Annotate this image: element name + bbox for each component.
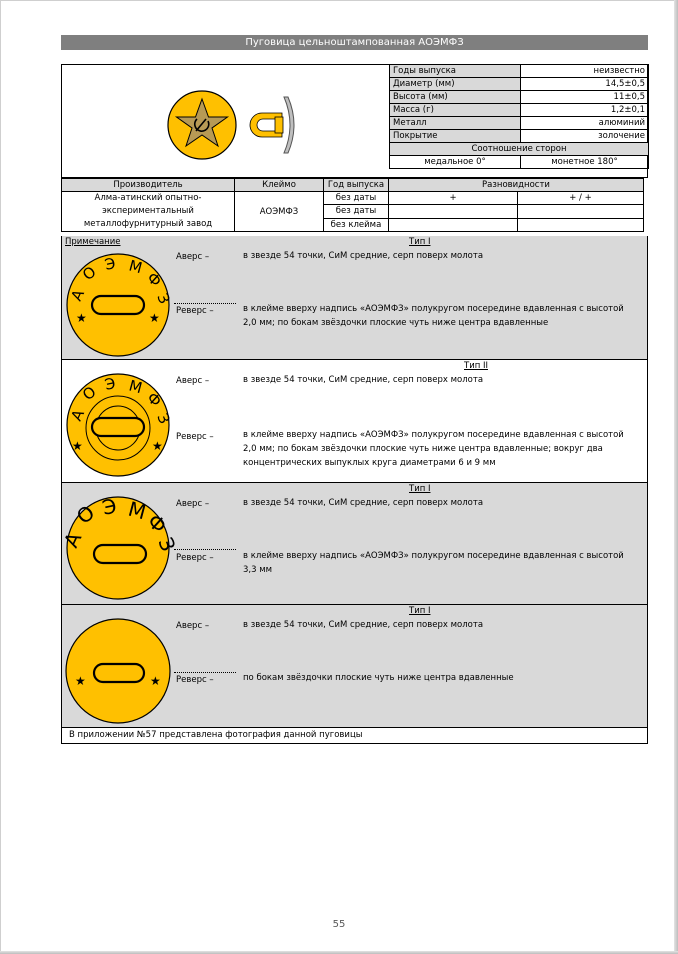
property-row bbox=[390, 130, 649, 143]
revers-label: Реверс – bbox=[176, 675, 214, 685]
variant-cell: + bbox=[389, 192, 518, 205]
property-value: алюминий bbox=[521, 117, 649, 130]
ratio-coin: монетное 180° bbox=[521, 156, 649, 169]
coin-letter: О bbox=[71, 500, 100, 529]
property-value: неизвестно bbox=[521, 65, 649, 78]
variant-cell: + / + bbox=[518, 192, 644, 205]
maker-table bbox=[61, 178, 644, 232]
property-row bbox=[390, 78, 649, 91]
property-value: 11±0,5 bbox=[521, 91, 649, 104]
header-year: Год выпуска bbox=[324, 179, 389, 192]
properties-table bbox=[389, 64, 649, 169]
coin-letter: З bbox=[153, 290, 174, 307]
small-star-icon: ★ bbox=[72, 439, 83, 453]
header-mark: Клеймо bbox=[235, 179, 324, 192]
small-star-icon: ★ bbox=[150, 674, 161, 688]
coin-letter: М bbox=[125, 496, 149, 525]
page-number: 55 bbox=[332, 919, 346, 930]
note-label: Примечание bbox=[65, 237, 121, 247]
coin-letter: Э bbox=[100, 493, 119, 520]
property-key: Металл bbox=[390, 117, 521, 130]
dotted-line bbox=[174, 549, 236, 550]
ratio-medal: медальное 0° bbox=[390, 156, 521, 169]
reverse-coin-image bbox=[64, 372, 174, 478]
property-key: Годы выпуска bbox=[390, 65, 521, 78]
variant-cell bbox=[518, 205, 644, 218]
notes-sections bbox=[58, 236, 648, 744]
year-value: без даты bbox=[324, 205, 389, 218]
coin-letter: Э bbox=[103, 254, 118, 274]
dotted-line bbox=[174, 303, 236, 304]
reverse-coin-image bbox=[64, 252, 174, 358]
type-label: Тип I bbox=[409, 484, 431, 494]
coin-letter: Ф bbox=[142, 508, 172, 539]
maker-name: Алма-атинский опытно-экспериментальный металлофурнитурный завод bbox=[62, 192, 235, 232]
property-row bbox=[390, 65, 649, 78]
type-section bbox=[58, 483, 647, 605]
button-front-and-profile-image bbox=[162, 85, 322, 165]
reverse-coin-image bbox=[58, 493, 181, 601]
year-value: без даты bbox=[324, 192, 389, 205]
coin-face-icon bbox=[66, 619, 170, 723]
property-row bbox=[390, 104, 649, 117]
type-section bbox=[62, 236, 647, 360]
revers-description: по бокам звёздочки плоские чуть ниже центра вдавленные bbox=[243, 673, 514, 683]
property-key: Диаметр (мм) bbox=[390, 78, 521, 91]
property-value: 14,5±0,5 bbox=[521, 78, 649, 91]
type-section bbox=[62, 605, 647, 728]
revers-description: в клейме вверху надпись «АОЭМФЗ» полукругом посередине вдавленная с высотой 3,3 мм bbox=[243, 551, 624, 575]
loop-slot-icon bbox=[92, 418, 144, 436]
type-label: Тип II bbox=[464, 361, 488, 371]
property-value: золочение bbox=[521, 130, 649, 143]
coin-letter: Ф bbox=[143, 268, 165, 291]
year-value: без клейма bbox=[324, 218, 389, 231]
coin-letter: О bbox=[79, 382, 100, 405]
page-title: Пуговица цельноштампованная АОЭМФЗ bbox=[61, 35, 648, 50]
property-key: Масса (г) bbox=[390, 104, 521, 117]
variant-cell bbox=[389, 205, 518, 218]
avers-description: в звезде 54 точки, СиМ средние, серп поверх молота bbox=[243, 498, 484, 508]
small-star-icon: ★ bbox=[149, 311, 160, 325]
avers-label: Аверс – bbox=[176, 499, 210, 509]
coin-letter: М bbox=[126, 256, 145, 278]
property-row bbox=[390, 91, 649, 104]
dotted-line bbox=[174, 672, 236, 673]
small-star-icon: ★ bbox=[76, 311, 87, 325]
small-star-icon: ★ bbox=[152, 439, 163, 453]
header-maker: Производитель bbox=[62, 179, 235, 192]
revers-label: Реверс – bbox=[176, 432, 214, 442]
variant-cell bbox=[389, 218, 518, 231]
coin-letter: А bbox=[67, 406, 88, 424]
avers-description: в звезде 54 точки, СиМ средние, серп поверх молота bbox=[243, 251, 484, 261]
revers-label: Реверс – bbox=[176, 306, 214, 316]
page-shadow-right bbox=[674, 0, 678, 954]
coin-letter: Э bbox=[103, 374, 118, 394]
revers-label: Реверс – bbox=[176, 553, 214, 563]
coin-letter: З bbox=[153, 410, 174, 427]
property-key: Высота (мм) bbox=[390, 91, 521, 104]
button-profile-icon bbox=[250, 97, 294, 153]
type-label: Тип I bbox=[409, 606, 431, 616]
avers-description: в звезде 54 точки, СиМ средние, серп поверх молота bbox=[243, 620, 484, 630]
avers-description: в звезде 54 точки, СиМ средние, серп поверх молота bbox=[243, 375, 484, 385]
avers-label: Аверс – bbox=[176, 252, 210, 262]
coin-letter: А bbox=[67, 286, 88, 304]
ratio-title: Соотношение сторон bbox=[390, 143, 649, 156]
coin-letter: Ф bbox=[143, 388, 165, 411]
header-variants: Разновидности bbox=[389, 179, 644, 192]
coin-letter: М bbox=[126, 376, 145, 398]
revers-description: в клейме вверху надпись «АОЭМФЗ» полукругом посередине вдавленная с высотой 2,0 мм; по бокам звёздочки плоские чуть ниже центра вдавленные bbox=[243, 304, 624, 328]
property-row bbox=[390, 117, 649, 130]
type-section bbox=[62, 360, 647, 483]
avers-label: Аверс – bbox=[176, 621, 210, 631]
footer-note: В приложении №57 представлена фотография данной пуговицы bbox=[62, 728, 647, 743]
coin-letter: О bbox=[79, 262, 100, 285]
type-label: Тип I bbox=[409, 237, 431, 247]
variant-cell bbox=[518, 218, 644, 231]
reverse-coin-image bbox=[64, 617, 174, 725]
coin-letter: А bbox=[58, 528, 87, 552]
avers-label: Аверс – bbox=[176, 376, 210, 386]
small-star-icon: ★ bbox=[75, 674, 86, 688]
property-key: Покрытие bbox=[390, 130, 521, 143]
mark-value: АОЭМФЗ bbox=[235, 192, 324, 232]
property-value: 1,2±0,1 bbox=[521, 104, 649, 117]
coin-letter: З bbox=[153, 533, 181, 555]
revers-description: в клейме вверху надпись «АОЭМФЗ» полукругом посередине вдавленная с высотой 2,0 мм; по бокам звёздочки плоские чуть ниже центра вдавленные; вокруг два концентрических выпуклых круга диаметрами 6 и 9 мм bbox=[243, 430, 624, 468]
